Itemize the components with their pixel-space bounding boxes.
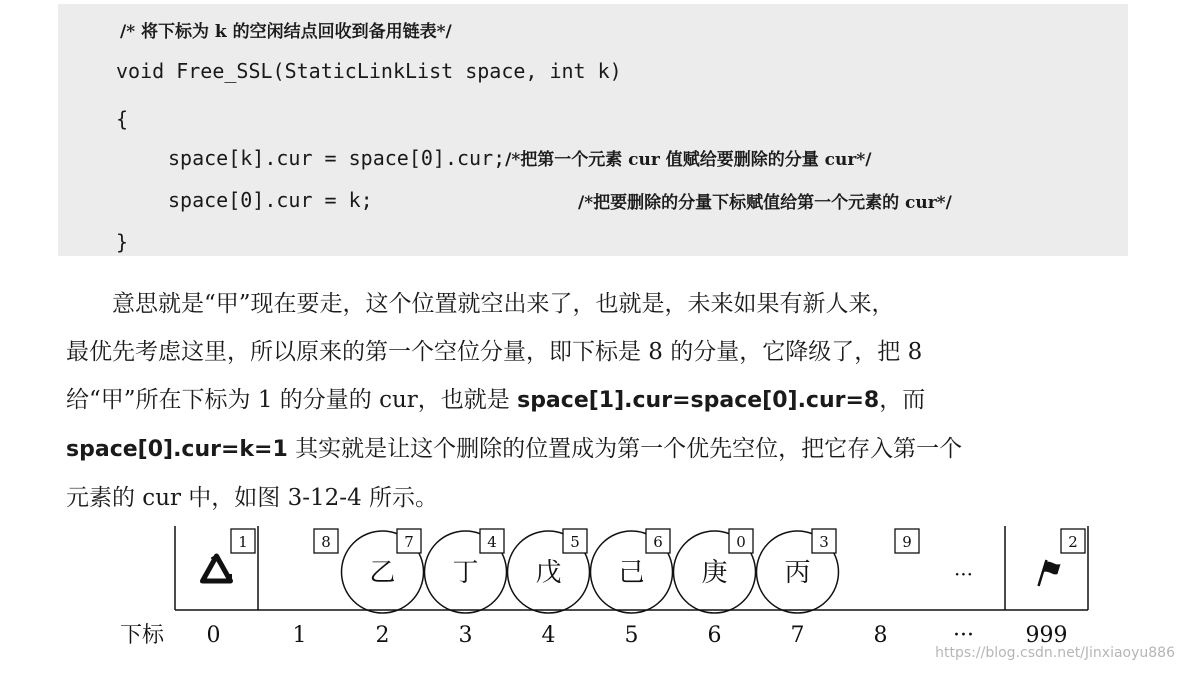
index-label: ··· bbox=[953, 623, 974, 648]
recycle-icon bbox=[203, 556, 231, 581]
element-content: 丁 bbox=[452, 558, 479, 588]
element-content: 戊 bbox=[535, 558, 562, 588]
index-label: 2 bbox=[375, 623, 390, 648]
index-label: 4 bbox=[541, 623, 556, 648]
paragraph-line-3: 给“甲”所在下标为 1 的分量的 cur，也就是 space[1].cur=space[0].cur=8，而 bbox=[66, 387, 926, 413]
index-row-label: 下标 bbox=[120, 623, 165, 648]
code-open-brace: { bbox=[116, 107, 129, 131]
index-label: 1 bbox=[292, 623, 307, 648]
code-line-1: space[k].cur = space[0].cur;/*把第一个元素 cur 值赋给要删除的分量 cur*/ bbox=[168, 146, 872, 170]
index-label: 7 bbox=[790, 623, 805, 648]
paragraph-line-5: 元素的 cur 中，如图 3-12-4 所示。 bbox=[66, 485, 439, 511]
index-label: 8 bbox=[873, 623, 888, 648]
element-content: 庚 bbox=[701, 558, 728, 588]
code-line-2: space[0].cur = k; bbox=[168, 188, 373, 212]
element-content: 己 bbox=[618, 558, 645, 588]
index-label: 3 bbox=[458, 623, 473, 648]
paragraph-line-4: space[0].cur=k=1 其实就是让这个删除的位置成为第一个优先空位，把它存入第一个 bbox=[66, 436, 963, 462]
cur-value: 7 bbox=[404, 533, 414, 551]
paragraph-line-1: 意思就是“甲”现在要走，这个位置就空出来了，也就是，未来如果有新人来， bbox=[112, 291, 895, 317]
flag-icon bbox=[1039, 560, 1061, 586]
cur-value: 6 bbox=[653, 533, 663, 551]
watermark: https://blog.csdn.net/Jinxiaoyu886 bbox=[935, 645, 1175, 661]
index-label: 6 bbox=[707, 623, 722, 648]
element-content: ··· bbox=[953, 562, 974, 586]
paragraph-line-2: 最优先考虑这里，所以原来的第一个空位分量，即下标是 8 的分量，它降级了，把 8 bbox=[66, 339, 923, 365]
cur-value: 9 bbox=[902, 533, 912, 551]
cur-value: 8 bbox=[321, 533, 331, 551]
code-close-brace: } bbox=[116, 230, 129, 254]
element-content: 丙 bbox=[784, 558, 811, 588]
code-line-2-comment: /*把要删除的分量下标赋值给第一个元素的 cur*/ bbox=[578, 193, 952, 213]
index-label: 999 bbox=[1025, 623, 1068, 648]
index-label: 0 bbox=[206, 623, 221, 648]
cur-value: 4 bbox=[487, 533, 497, 551]
code-signature: void Free_SSL(StaticLinkList space, int k) bbox=[116, 59, 622, 83]
cur-value: 0 bbox=[736, 533, 746, 551]
cur-value: 1 bbox=[238, 533, 248, 551]
explanation-paragraph bbox=[66, 280, 1126, 522]
element-content: 乙 bbox=[369, 558, 396, 588]
cur-value: 3 bbox=[819, 533, 829, 551]
code-block bbox=[58, 4, 1128, 256]
cur-value: 2 bbox=[1068, 533, 1078, 551]
code-comment-title: /* 将下标为 k 的空闲结点回收到备用链表*/ bbox=[120, 22, 452, 42]
index-label: 5 bbox=[624, 623, 639, 648]
cur-value: 5 bbox=[570, 533, 580, 551]
